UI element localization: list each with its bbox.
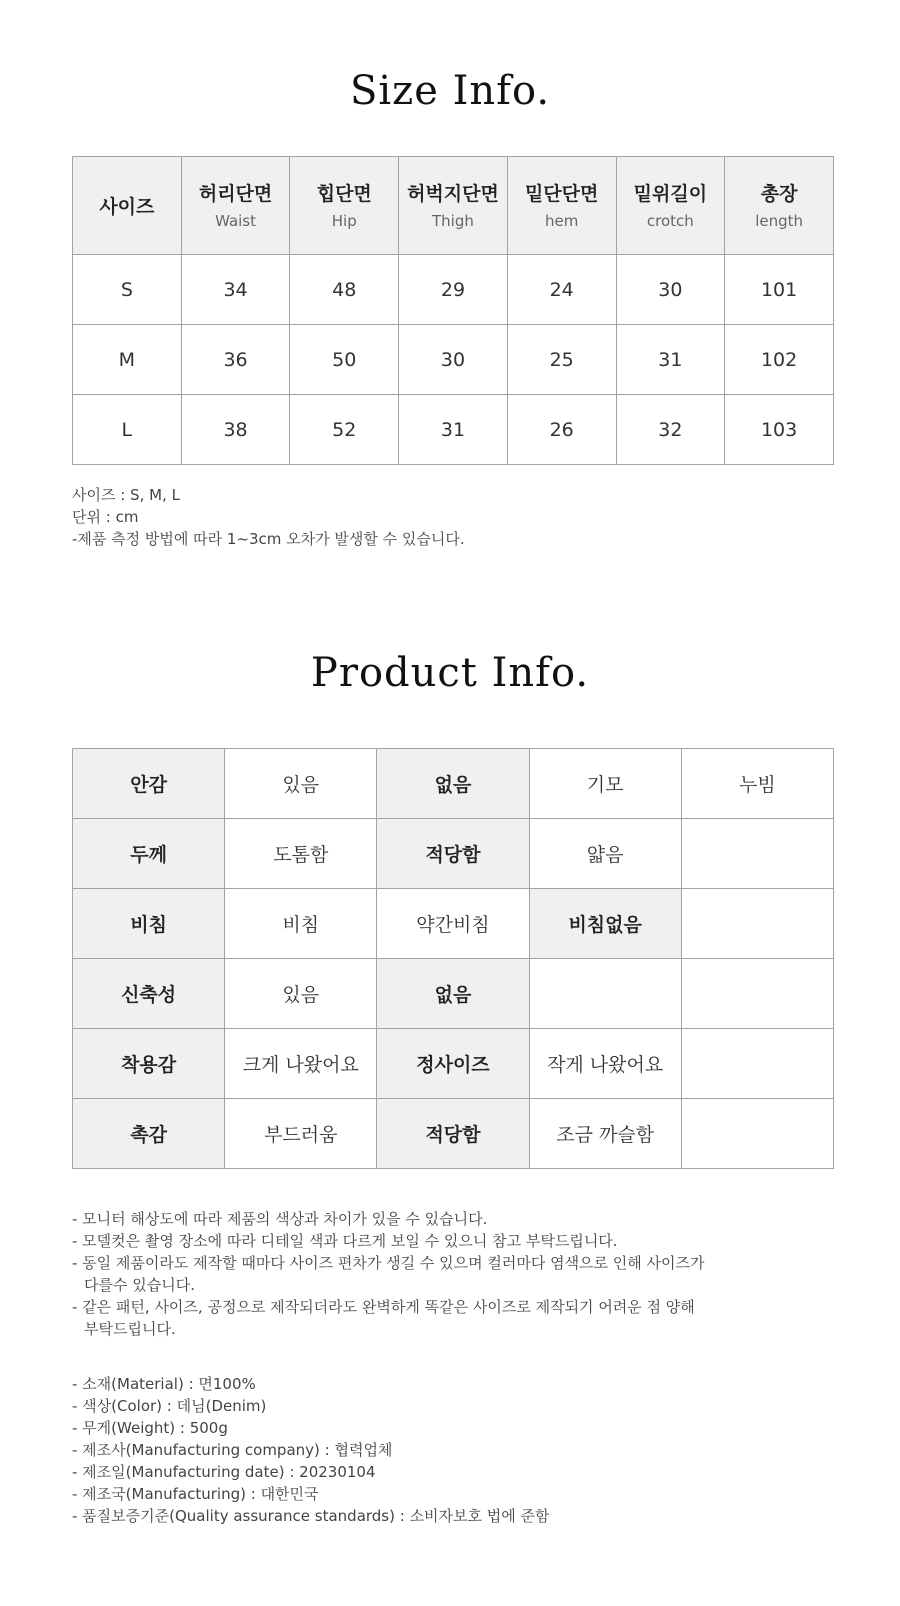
product-row bbox=[73, 1029, 834, 1099]
size-cell: 38 bbox=[181, 395, 290, 465]
product-option-selected: 없음 bbox=[377, 959, 529, 1029]
size-cell: 29 bbox=[399, 255, 508, 325]
product-option: 기모 bbox=[529, 749, 681, 819]
note-line: 사이즈 : S, M, L bbox=[72, 486, 180, 504]
size-cell: 30 bbox=[399, 325, 508, 395]
product-row bbox=[73, 1099, 834, 1169]
product-option: 있음 bbox=[225, 959, 377, 1029]
product-option: 크게 나왔어요 bbox=[225, 1029, 377, 1099]
product-row-label: 비침 bbox=[73, 889, 225, 959]
product-row bbox=[73, 749, 834, 819]
size-cell: 26 bbox=[507, 395, 616, 465]
size-header-waist bbox=[181, 157, 290, 255]
product-option-selected: 없음 bbox=[377, 749, 529, 819]
size-header-sublabel: Hip bbox=[331, 211, 357, 230]
product-row-label: 신축성 bbox=[73, 959, 225, 1029]
size-header-sublabel: crotch bbox=[646, 211, 694, 230]
size-notes bbox=[72, 484, 465, 550]
size-header-crotch bbox=[616, 157, 725, 255]
size-header-label: 허리단면 bbox=[198, 182, 273, 205]
product-option: 약간비침 bbox=[377, 889, 529, 959]
size-cell: 31 bbox=[616, 325, 725, 395]
product-row bbox=[73, 959, 834, 1029]
spec-color: - 색상(Color) : 데님(Denim) bbox=[72, 1397, 267, 1415]
size-header-sublabel: hem bbox=[544, 211, 579, 230]
product-option: 비침 bbox=[225, 889, 377, 959]
size-table bbox=[72, 156, 834, 465]
size-cell: 25 bbox=[507, 325, 616, 395]
size-header-label: 밑위길이 bbox=[633, 182, 708, 205]
size-cell: 50 bbox=[290, 325, 399, 395]
product-option bbox=[681, 1029, 833, 1099]
size-header-hem bbox=[507, 157, 616, 255]
size-cell: 36 bbox=[181, 325, 290, 395]
product-option: 누빔 bbox=[681, 749, 833, 819]
size-info-title: Size Info. bbox=[349, 68, 551, 114]
size-cell: 52 bbox=[290, 395, 399, 465]
product-table bbox=[72, 748, 834, 1169]
size-header-label: 허벅지단면 bbox=[407, 182, 499, 205]
note-line: - 모델컷은 촬영 장소에 따라 디테일 색과 다르게 보일 수 있으니 참고 부탁드립니다. bbox=[72, 1232, 618, 1250]
spec-quality-standard: - 품질보증기준(Quality assurance standards) : 소비자보호 법에 준함 bbox=[72, 1507, 550, 1525]
spec-material: - 소재(Material) : 면100% bbox=[72, 1375, 256, 1393]
product-row-label: 착용감 bbox=[73, 1029, 225, 1099]
product-option bbox=[681, 819, 833, 889]
size-header-hip bbox=[290, 157, 399, 255]
product-option bbox=[529, 959, 681, 1029]
note-line: -제품 측정 방법에 따라 1~3cm 오차가 발생할 수 있습니다. bbox=[72, 530, 465, 548]
product-row-label: 두께 bbox=[73, 819, 225, 889]
size-cell: M bbox=[73, 325, 182, 395]
size-cell: 30 bbox=[616, 255, 725, 325]
product-row-label: 촉감 bbox=[73, 1099, 225, 1169]
product-option: 얇음 bbox=[529, 819, 681, 889]
note-line: 다를수 있습니다. bbox=[84, 1276, 195, 1294]
size-header-thigh bbox=[399, 157, 508, 255]
note-line: 단위 : cm bbox=[72, 508, 139, 526]
product-option-selected: 비침없음 bbox=[529, 889, 681, 959]
note-line: 부탁드립니다. bbox=[84, 1320, 176, 1338]
product-option-selected: 정사이즈 bbox=[377, 1029, 529, 1099]
product-option: 부드러움 bbox=[225, 1099, 377, 1169]
product-option-selected: 적당함 bbox=[377, 819, 529, 889]
product-option-selected: 적당함 bbox=[377, 1099, 529, 1169]
note-line: - 모니터 해상도에 따라 제품의 색상과 차이가 있을 수 있습니다. bbox=[72, 1210, 488, 1228]
size-cell: 31 bbox=[399, 395, 508, 465]
size-cell: S bbox=[73, 255, 182, 325]
product-row bbox=[73, 819, 834, 889]
size-header-label: 사이즈 bbox=[99, 196, 155, 218]
note-line: - 동일 제품이라도 제작할 때마다 사이즈 편차가 생길 수 있으며 컬러마다 염색으로 인해 사이즈가 bbox=[72, 1254, 705, 1272]
size-header-size bbox=[73, 157, 182, 255]
size-cell: 48 bbox=[290, 255, 399, 325]
size-cell: 24 bbox=[507, 255, 616, 325]
spec-country: - 제조국(Manufacturing) : 대한민국 bbox=[72, 1485, 319, 1503]
size-table-header-row bbox=[73, 157, 834, 255]
product-option: 도톰함 bbox=[225, 819, 377, 889]
spec-manufacturing-date: - 제조일(Manufacturing date) : 20230104 bbox=[72, 1463, 376, 1481]
size-header-label: 밑단단면 bbox=[524, 182, 599, 205]
size-header-sublabel: Thigh bbox=[432, 211, 474, 230]
spec-weight: - 무게(Weight) : 500g bbox=[72, 1419, 228, 1437]
size-header-length bbox=[725, 157, 834, 255]
product-notes bbox=[72, 1208, 705, 1340]
product-option: 있음 bbox=[225, 749, 377, 819]
product-info-title: Product Info. bbox=[310, 650, 590, 696]
product-option: 작게 나왔어요 bbox=[529, 1029, 681, 1099]
spec-manufacturer: - 제조사(Manufacturing company) : 협력업체 bbox=[72, 1441, 393, 1459]
size-cell: 32 bbox=[616, 395, 725, 465]
size-cell: 34 bbox=[181, 255, 290, 325]
size-header-sublabel: Waist bbox=[215, 211, 257, 230]
product-option bbox=[681, 959, 833, 1029]
size-cell: 102 bbox=[725, 325, 834, 395]
product-option bbox=[681, 889, 833, 959]
size-row-l bbox=[73, 395, 834, 465]
size-cell: 103 bbox=[725, 395, 834, 465]
size-header-sublabel: length bbox=[755, 211, 804, 230]
note-line: - 같은 패턴, 사이즈, 공정으로 제작되더라도 완벽하게 똑같은 사이즈로 제작되기 어려운 점 양해 bbox=[72, 1298, 695, 1316]
size-cell: L bbox=[73, 395, 182, 465]
product-row-label: 안감 bbox=[73, 749, 225, 819]
size-cell: 101 bbox=[725, 255, 834, 325]
size-row-s bbox=[73, 255, 834, 325]
product-row bbox=[73, 889, 834, 959]
spec-list bbox=[72, 1373, 550, 1527]
size-row-m bbox=[73, 325, 834, 395]
size-header-label: 힙단면 bbox=[316, 182, 372, 205]
size-header-label: 총장 bbox=[760, 182, 798, 205]
product-option: 조금 까슬함 bbox=[529, 1099, 681, 1169]
product-option bbox=[681, 1099, 833, 1169]
